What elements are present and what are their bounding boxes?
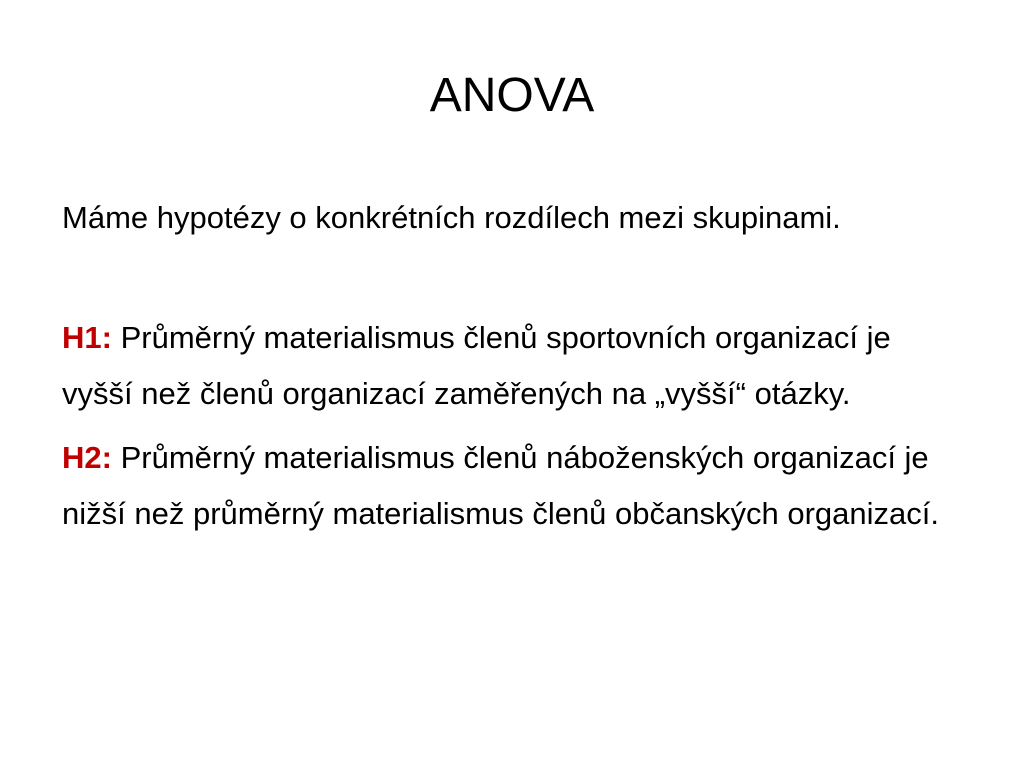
slide-body [62, 190, 962, 542]
hypothesis-h1-text: Průměrný materialismus členů sportovních organizací je vyšší než členů organizací zaměřených na „vyšší“ otázky. [62, 320, 891, 411]
slide-title: ANOVA [429, 69, 595, 122]
hypothesis-h1 [62, 310, 962, 422]
hypothesis-h1-label: H1: [62, 320, 112, 355]
intro-paragraph: Máme hypotézy o konkrétních rozdílech mezi skupinami. [62, 200, 841, 235]
hypothesis-h2 [62, 430, 962, 542]
hypothesis-h2-text: Průměrný materialismus členů náboženských organizací je nižší než průměrný materialismus členů občanských organizací. [62, 440, 939, 531]
hypothesis-h2-label: H2: [62, 440, 112, 475]
